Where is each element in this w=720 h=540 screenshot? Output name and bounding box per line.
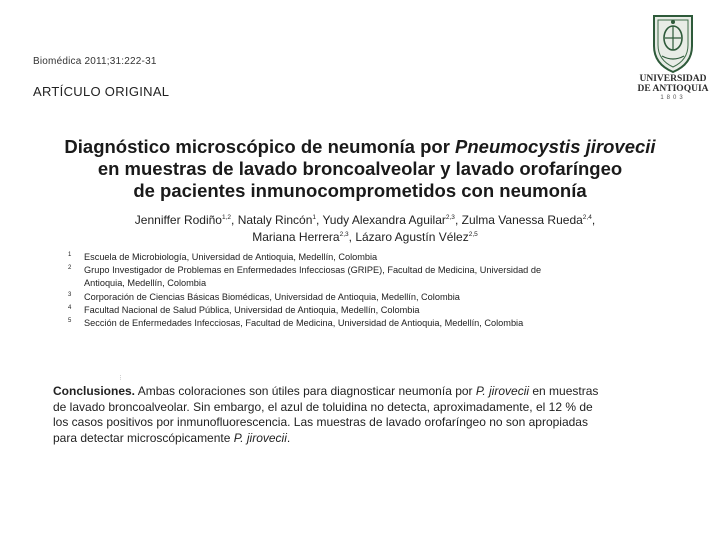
conclusions-paragraph xyxy=(53,384,673,446)
conclusions-line-3: los casos positivos por inmunofluorescencia. Las muestras de lavado orofaríngeo no son apropiadas xyxy=(53,415,588,430)
affiliation-item xyxy=(68,291,638,304)
conclusions-text: Ambas coloraciones son útiles para diagnosticar neumonía por xyxy=(135,384,476,398)
author-name: Mariana Herrera xyxy=(252,230,340,244)
conclusions-line-1 xyxy=(53,384,673,400)
university-seal-icon xyxy=(648,12,698,74)
author-list xyxy=(60,212,670,246)
conclusions-text: para detectar microscópicamente xyxy=(53,430,234,445)
article-type-label: ARTÍCULO ORIGINAL xyxy=(33,84,170,99)
affiliation-item xyxy=(68,264,638,290)
title-line-1-text: Diagnóstico microscópico de neumonía por xyxy=(64,136,456,157)
author-name: Jenniffer Rodiño xyxy=(134,213,222,227)
affiliation-list xyxy=(68,251,638,330)
author-affiliation-ref: 2,3 xyxy=(339,231,349,238)
affiliation-text: Escuela de Microbiología, Universidad de Antioquia, Medellín, Colombia xyxy=(84,252,378,262)
author-affiliation-ref: 2,5 xyxy=(468,231,478,238)
conclusions-line-2: de lavado broncoalveolar. Sin embargo, el azul de toluidina no detecta, aproximadamente, el 12 % de xyxy=(53,399,593,414)
author-name: Nataly Rincón xyxy=(237,213,313,227)
author-separator: , xyxy=(348,230,356,244)
journal-reference: Biomédica 2011;31:222-31 xyxy=(33,56,157,67)
scan-artifact: ⋮ xyxy=(118,375,123,381)
affiliation-item xyxy=(68,304,638,317)
university-name-line1: UNIVERSIDAD xyxy=(639,74,707,84)
author-name: Yudy Alexandra Aguilar xyxy=(322,213,446,227)
author-line-1 xyxy=(60,212,670,229)
author-separator: , xyxy=(454,213,462,227)
affiliation-text: Sección de Enfermedades Infecciosas, Facultad de Medicina, Universidad de Antioquia, Medellín, Colombia xyxy=(84,318,524,329)
affiliation-number: 2 xyxy=(68,265,72,272)
conclusions-line-4 xyxy=(53,431,673,447)
author-affiliation-ref: 1 xyxy=(312,214,317,221)
affiliation-text: Grupo Investigador de Problemas en Enfermedades Infecciosas (GRIPE), Facultad de Medicina, Universidad de xyxy=(84,265,542,276)
title-line-3: de pacientes inmunocomprometidos con neumonía xyxy=(133,180,587,201)
affiliation-item xyxy=(68,251,638,264)
conclusions-label: Conclusiones. xyxy=(53,384,136,398)
conclusions-organism-name: P. jirovecii xyxy=(233,430,287,445)
title-line-2: en muestras de lavado broncoalveolar y lavado orofaríngeo xyxy=(97,158,623,179)
title-organism-name: Pneumocystis jirovecii xyxy=(455,136,656,157)
article-title xyxy=(20,136,700,202)
affiliation-text: Facultad Nacional de Salud Pública, Universidad de Antioquia, Medellín, Colombia xyxy=(84,304,420,315)
author-name: Lázaro Agustín Vélez xyxy=(355,230,469,244)
university-name-line2: DE ANTIOQUIA xyxy=(637,84,709,94)
author-line-2 xyxy=(60,229,670,246)
author-affiliation-ref: 2,4 xyxy=(582,214,592,221)
affiliation-number: 3 xyxy=(68,291,72,298)
conclusions-text: en muestras xyxy=(529,384,599,398)
author-name: Zulma Vanessa Rueda xyxy=(461,213,583,227)
author-separator: , xyxy=(591,213,596,227)
affiliation-text: Antioquia, Medellín, Colombia xyxy=(84,278,207,289)
author-affiliation-ref: 2,3 xyxy=(445,214,455,221)
affiliation-item xyxy=(68,317,638,330)
conclusions-text: . xyxy=(286,430,291,445)
university-founding-year: 1803 xyxy=(660,95,686,101)
affiliation-number: 1 xyxy=(68,252,72,258)
author-affiliation-ref: 1,2 xyxy=(221,214,232,221)
affiliation-text: Corporación de Ciencias Básicas Biomédicas, Universidad de Antioquia, Medellín, Colombia xyxy=(84,291,460,302)
affiliation-number: 5 xyxy=(68,318,72,325)
author-separator: , xyxy=(231,213,238,227)
conclusions-organism-name: P. jirovecii xyxy=(475,384,530,398)
title-line-1 xyxy=(20,136,700,158)
affiliation-number: 4 xyxy=(68,304,72,311)
author-separator: , xyxy=(316,213,323,227)
university-logo xyxy=(636,12,710,108)
